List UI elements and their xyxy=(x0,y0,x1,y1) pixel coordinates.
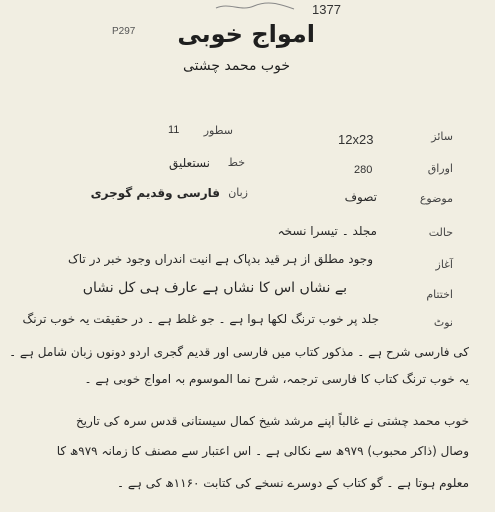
beginning-value: وجود مطلق از ہر قید بدپاک ہے انیت اندراں وجود خبر در تاک xyxy=(68,252,373,266)
note-line-3: خوب محمد چشتی نے غالباً اپنے مرشد شیخ کمال سیستانی قدس سرہ کی تاریخ xyxy=(75,414,469,428)
ending-value: بے نشاں اس کا نشاں ہے عارف ہی کل نشاں xyxy=(82,280,347,296)
field-label-subject: موضوع xyxy=(419,192,453,205)
language-value: فارسی وقدیم گوجری xyxy=(90,186,220,200)
subject-value: تصوف xyxy=(344,190,377,204)
field-label-beginning: آغاز xyxy=(435,258,453,271)
shelf-mark: P297 xyxy=(112,26,136,37)
lines-value: 11 xyxy=(168,124,180,136)
field-label-leaves: اوراق xyxy=(427,162,453,175)
note-value: جلد پر خوب ترنگ لکھا ہوا ہے ۔ جو غلط ہے ۔ در حقیقت یہ خوب ترنگ xyxy=(22,312,379,326)
field-label-note: نوٹ xyxy=(433,316,453,329)
catalog-number: 1377 xyxy=(312,2,341,17)
field-label-ending: اختتام xyxy=(426,288,453,301)
author-name: خوب محمد چشتی xyxy=(183,58,290,74)
script-label: خط xyxy=(227,156,245,169)
page-title: امواج خوبی xyxy=(177,20,315,48)
condition-value: مجلد ۔ تیسرا نسخہ xyxy=(277,224,377,238)
note-line-1: کی فارسی شرح ہے ۔ مذکور کتاب میں فارسی اور قدیم گجری اردو دونوں زبان شامل ہے ۔ xyxy=(9,345,469,359)
script-value: نستعلیق xyxy=(168,156,210,170)
lines-label: سطور xyxy=(203,124,233,137)
field-label-condition: حالت xyxy=(428,226,453,239)
size-value: 12x23 xyxy=(338,132,374,147)
language-label: زبان xyxy=(228,186,248,199)
scribble-mark xyxy=(210,0,300,14)
leaves-value: 280 xyxy=(354,164,373,176)
note-line-5: معلوم ہوتا ہے ۔ گو کتاب کے دوسرے نسخے کی کتابت ۱۱۶۰ھ کی ہے ۔ xyxy=(117,476,469,490)
note-line-4: وصال (ذاکر محبوب) ۹۷۹ھ سے نکالی ہے ۔ اس اعتبار سے مصنف کا زمانہ ۹۷۹ھ کا xyxy=(56,444,469,458)
field-label-size: سائز xyxy=(431,130,453,143)
note-line-2: یہ خوب ترنگ کتاب کا فارسی ترجمہ، شرح نما الموسوم بہ امواج خوبی ہے ۔ xyxy=(84,372,469,386)
